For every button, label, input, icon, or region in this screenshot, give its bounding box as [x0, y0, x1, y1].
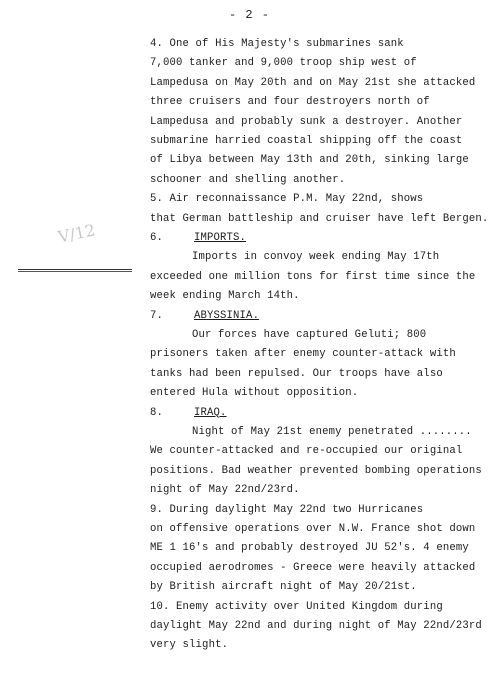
- section-7-line-4: entered Hula without opposition.: [150, 387, 359, 400]
- section-6-line-2: exceeded one million tons for first time since the: [150, 270, 476, 283]
- para-4-line-1: 4. One of His Majesty's submarines sank: [150, 38, 404, 50]
- section-6-line-3: week ending March 14th.: [150, 290, 300, 303]
- para-4-line-7: of Libya between May 13th and 20th, sinking large: [150, 154, 469, 167]
- para-4-line-3: Lampedusa on May 20th and on May 21st she attacked: [150, 76, 476, 89]
- section-6-line-1: Imports in convoy week ending May 17th: [192, 251, 440, 264]
- section-7-line-3: tanks had been repulsed. Our troops have also: [150, 367, 443, 380]
- para-5-line-2: that German battleship and cruiser have left Bergen.: [150, 212, 489, 225]
- section-8-line-1: Night of May 21st enemy penetrated ........: [192, 426, 472, 438]
- para-9-line-5: by British aircraft night of May 20/21st.: [150, 581, 417, 594]
- section-8-line-2: We counter-attacked and re-occupied our original: [150, 445, 463, 458]
- para-4-line-5: Lampedusa and probably sunk a destroyer. Another: [150, 115, 463, 128]
- section-8-number: 8.: [150, 406, 164, 419]
- para-10-line-2: daylight May 22nd and during night of May 22nd/23rd: [150, 620, 482, 632]
- para-9-line-2: on offensive operations over N.W. France shot down: [150, 523, 476, 535]
- section-7-heading: ABYSSINIA.: [194, 309, 260, 322]
- section-8-line-4: night of May 22nd/23rd.: [150, 484, 300, 497]
- page-number: - 2 -: [229, 8, 271, 22]
- para-4-line-8: schooner and shelling another.: [150, 173, 346, 186]
- para-4-line-2: 7,000 tanker and 9,000 troop ship west of: [150, 57, 417, 70]
- margin-rule-secondary: [18, 271, 132, 272]
- section-6-heading: IMPORTS.: [194, 232, 247, 244]
- para-9-line-3: ME 1 16's and probably destroyed JU 52's. 4 enemy: [150, 542, 469, 555]
- section-6-number: 6.: [150, 232, 164, 244]
- section-7-line-2: prisoners taken after enemy counter-attack with: [150, 348, 456, 361]
- para-4-line-4: three cruisers and four destroyers north of: [150, 96, 430, 109]
- margin-rule: [18, 269, 132, 270]
- section-7-number: 7.: [150, 309, 164, 322]
- section-8-heading: IRAQ.: [194, 406, 227, 419]
- section-8-line-3: positions. Bad weather prevented bombing operations: [150, 464, 482, 477]
- para-9-line-1: 9. During daylight May 22nd two Hurricanes: [150, 503, 424, 516]
- handwritten-mark: V/12: [56, 220, 97, 247]
- para-9-line-4: occupied aerodromes - Greece were heavily attacked: [150, 561, 476, 574]
- para-4-line-6: submarine harried coastal shipping off the coast: [150, 135, 463, 147]
- section-7-line-1: Our forces have captured Geluti; 800: [192, 329, 427, 341]
- para-5-line-1: 5. Air reconnaissance P.M. May 22nd, shows: [150, 193, 424, 206]
- para-10-line-1: 10. Enemy activity over United Kingdom during: [150, 600, 443, 613]
- para-10-line-3: very slight.: [150, 639, 229, 652]
